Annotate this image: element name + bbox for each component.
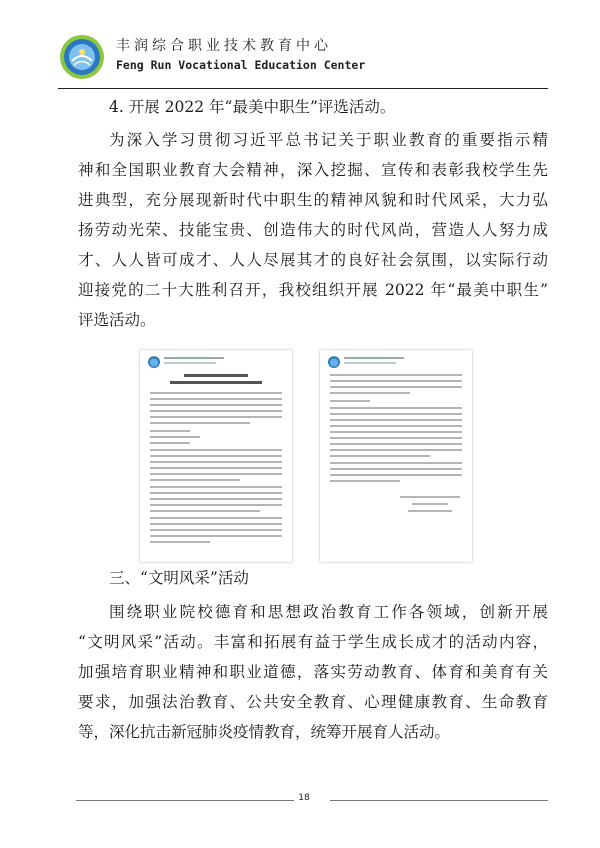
paragraph-line: 进典型，充分展现新时代中职生的精神风貌和时代风采，大力弘: [78, 191, 548, 209]
thumbnail-logo-icon: [328, 356, 340, 368]
notice-page-2-thumbnail: [320, 350, 472, 562]
paragraph-line: 围绕职业院校德育和思想政治教育工作各领域，创新开展: [109, 603, 548, 621]
org-name-cn: 丰润综合职业技术教育中心: [116, 38, 332, 54]
notice-page-1-thumbnail: [140, 350, 292, 562]
paragraph-line: 评选活动。: [78, 311, 156, 329]
paragraph-line: 迎接党的二十大胜利召开，我校组织开展 2022 年“最美中职生”: [78, 281, 548, 299]
section-4-heading: 4. 开展 2022 年“最美中职生”评选活动。: [109, 98, 396, 116]
footer-rule-left: [76, 800, 294, 801]
header-divider: [58, 88, 548, 89]
paragraph-line: 要求，加强法治教育、公共安全教育、心理健康教育、生命教育: [78, 693, 548, 711]
page-footer: [58, 793, 548, 807]
school-logo-icon: [58, 33, 106, 81]
section-3-heading: 三、“文明风采”活动: [109, 569, 249, 587]
paragraph-line: 才、人人皆可成才、人人尽展其才的良好社会氛围，以实际行动: [78, 251, 548, 269]
paragraph-line: 等，深化抗击新冠肺炎疫情教育，统筹开展育人活动。: [78, 723, 451, 741]
paragraph-line: 加强培育职业精神和职业道德，落实劳动教育、体育和美育有关: [78, 663, 548, 681]
paragraph-line: 扬劳动光荣、技能宝贵、创造伟大的时代风尚，营造人人努力成: [78, 221, 548, 239]
thumbnail-logo-icon: [148, 356, 160, 368]
page-number: 18: [298, 793, 310, 803]
paragraph-line: 神和全国职业教育大会精神，深入挖掘、宣传和表彰我校学生先: [78, 161, 548, 179]
footer-rule-right: [330, 800, 548, 801]
paragraph-line: “文明风采”活动。丰富和拓展有益于学生成长成才的活动内容，: [78, 633, 548, 651]
paragraph-line: 为深入学习贯彻习近平总书记关于职业教育的重要指示精: [109, 131, 548, 149]
org-name-en: Feng Run Vocational Education Center: [116, 58, 366, 72]
page-header: [58, 33, 548, 83]
